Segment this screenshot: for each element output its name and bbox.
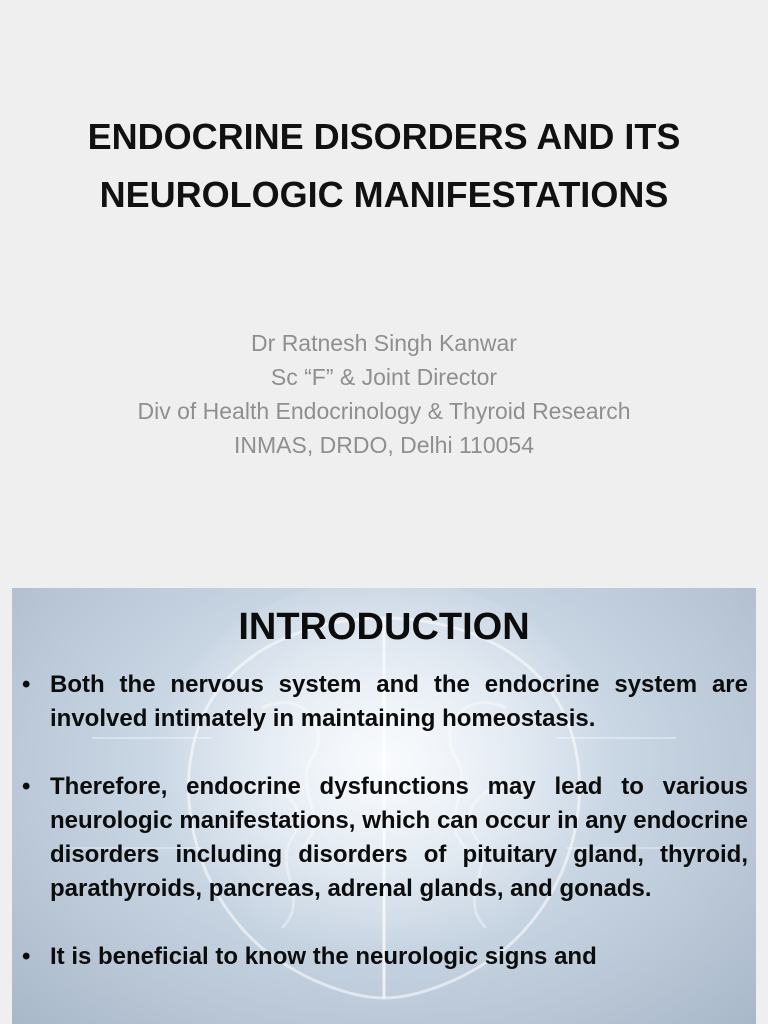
bullet-marker: • xyxy=(22,671,31,698)
author-division: Div of Health Endocrinology & Thyroid Research xyxy=(137,398,631,424)
bullet-marker: • xyxy=(22,773,31,800)
bullet-item xyxy=(22,770,748,906)
bullet-marker: • xyxy=(22,943,31,970)
bullet-item xyxy=(22,668,748,736)
slide-heading: INTRODUCTION xyxy=(238,606,530,648)
author-name: Dr Ratnesh Singh Kanwar xyxy=(251,330,517,356)
author-position: Sc “F” & Joint Director xyxy=(270,364,498,390)
author-block xyxy=(30,326,738,462)
bullet-text: Both the nervous system and the endocrine system are involved intimately in maintaining homeostasis. xyxy=(50,671,748,732)
author-institution: INMAS, DRDO, Delhi 110054 xyxy=(234,432,534,458)
introduction-slide xyxy=(12,588,756,1024)
title-line-2: NEUROLOGIC MANIFESTATIONS xyxy=(99,174,669,215)
title-line-1: ENDOCRINE DISORDERS AND ITS xyxy=(87,116,681,157)
bullet-list xyxy=(22,668,748,1008)
bullet-text: Therefore, endocrine dysfunctions may lead to various neurologic manifestations, which can occur in any endocrine disorders including disorders of pituitary gland, thyroid, parathyroids, pancreas, adrenal glands, and gonads. xyxy=(50,773,748,902)
bullet-item xyxy=(22,940,748,974)
presentation-title xyxy=(30,108,738,224)
bullet-text: It is beneficial to know the neurologic signs and xyxy=(50,943,597,970)
